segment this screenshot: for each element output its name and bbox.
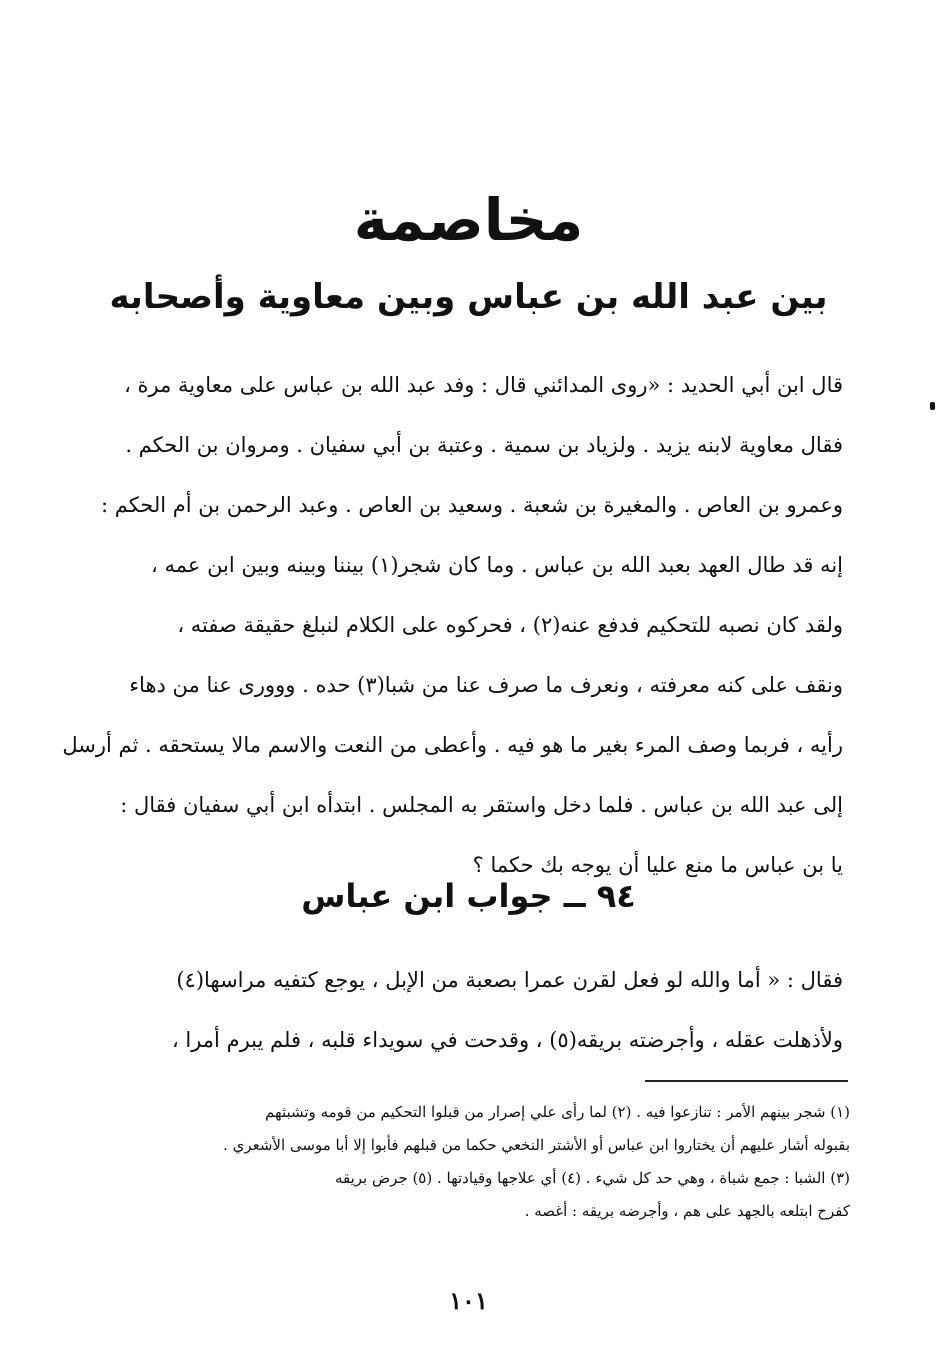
page-number: ١٠١ [449,1286,488,1315]
text-line: ولقد كان نصبه للتحكيم فدفع عنه(٢) ، فحركوه على الكلام لنبلغ حقيقة صفته ، [177,613,843,637]
footnote-line: (١) شجر بينهم الأمر : تنازعوا فيه . (٢) لما رأى علي إصرار من قبلوا التحكيم من قومه وتشبثهم [265,1103,850,1121]
text-line: فقال معاوية لابنه يزيد . ولزياد بن سمية . وعتبة بن أبي سفيان . ومروان بن الحكم . [125,433,843,457]
main-paragraph [62,355,843,895]
footnote-divider [645,1080,848,1082]
text-line: ولأذهلت عقله ، وأجرضته بريقه(٥) ، وقدحت في سويداء قلبه ، فلم يبرم أمرا ، [171,1028,843,1052]
text-line: رأيه ، فربما وصف المرء بغير ما هو فيه . وأعطى من النعت والاسم مالا يستحقه . ثم أرسل [62,733,843,757]
footnotes [105,1096,850,1228]
scan-speck [930,402,935,410]
text-line: فقال : « أما والله لو فعل لقرن عمرا بصعبة من الإبل ، يوجع كتفيه مراسها(٤) [176,968,843,992]
page-subtitle: بين عبد الله بن عباس وبين معاوية وأصحابه [109,277,828,317]
section-heading: ٩٤ ــ جواب ابن عباس [301,877,636,915]
answer-paragraph [135,950,843,1070]
footnote-line: (٣) الشبا : جمع شباة ، وهي حد كل شيء . (٤) أي علاجها وقيادتها . (٥) جرض بريقه [334,1169,850,1187]
page-title: مخاصمة [353,186,584,254]
footnote-line: بقبوله أشار عليهم أن يختاروا ابن عباس أو الأشتر النخعي حكما من قبلهم فأبوا إلا أبا موسى الأشعري . [223,1136,850,1154]
text-line: وعمرو بن العاص . والمغيرة بن شعبة . وسعيد بن العاص . وعبد الرحمن بن أم الحكم : [100,493,843,517]
text-line: إنه قد طال العهد بعبد الله بن عباس . وما كان شجر(١) بيننا وبينه وبين ابن عمه ، [151,553,843,577]
text-line: ونقف على كنه معرفته ، ونعرف ما صرف عنا من شبا(٣) حده . ووورى عنا من دهاء [129,673,843,697]
text-line: قال ابن أبي الحديد : «روى المدائني قال : وفد عبد الله بن عباس على معاوية مرة ، [124,373,843,397]
footnote-line: كفرح ابتلعه بالجهد على هم ، وأجرضه بريقه : أغصه . [524,1202,850,1220]
text-line: يا بن عباس ما منع عليا أن يوجه بك حكما ؟ [472,853,843,877]
text-line: إلى عبد الله بن عباس . فلما دخل واستقر به المجلس . ابتدأه ابن أبي سفيان فقال : [120,793,843,817]
